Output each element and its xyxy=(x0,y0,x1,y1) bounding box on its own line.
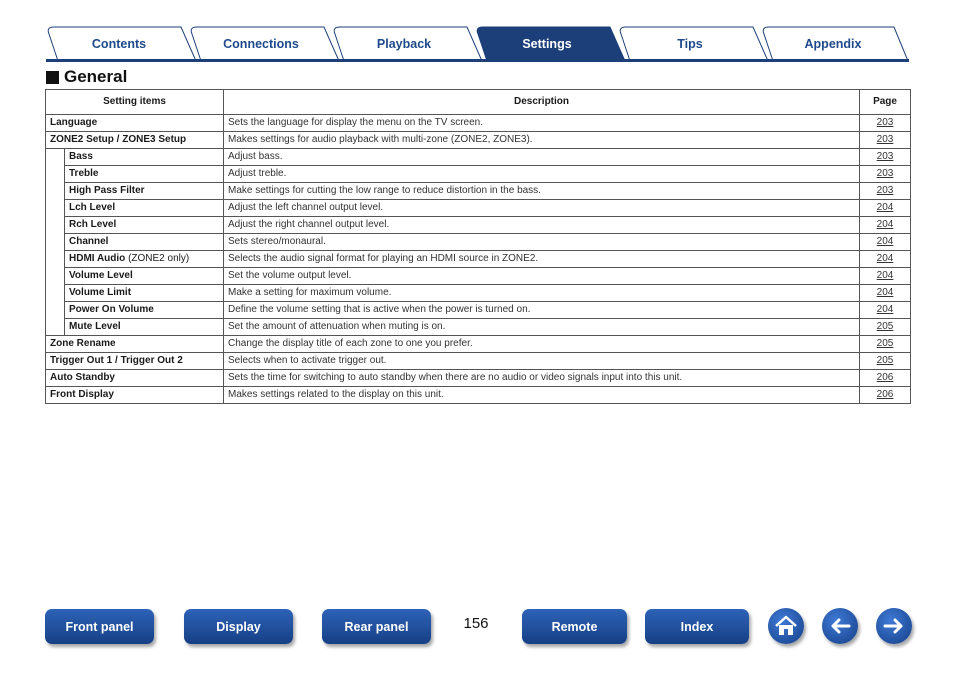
table-row xyxy=(46,285,911,302)
section-title: General xyxy=(64,67,128,86)
forward-button[interactable] xyxy=(876,608,912,644)
indent-cell xyxy=(46,302,65,319)
tab-contents[interactable]: Contents xyxy=(91,37,147,51)
table-row xyxy=(46,387,911,404)
setting-item: Auto Standby xyxy=(46,370,224,387)
setting-item: Front Display xyxy=(46,387,224,404)
back-button[interactable] xyxy=(822,608,858,644)
setting-description: Adjust the right channel output level. xyxy=(224,217,860,234)
setting-subitem: Treble xyxy=(65,166,224,183)
setting-description: Change the display title of each zone to one you prefer. xyxy=(224,336,860,353)
setting-item: Zone Rename xyxy=(46,336,224,353)
page-link[interactable]: 204 xyxy=(876,287,894,298)
front-panel-button[interactable]: Front panel xyxy=(45,609,154,644)
setting-subitem xyxy=(65,251,224,268)
table-row xyxy=(46,353,911,370)
setting-subitem: High Pass Filter xyxy=(65,183,224,200)
page-link[interactable]: 203 xyxy=(876,151,894,162)
tab-tips[interactable]: Tips xyxy=(677,37,703,51)
table-row xyxy=(46,302,911,319)
table-row xyxy=(46,268,911,285)
page-link[interactable]: 203 xyxy=(876,185,894,196)
setting-description: Sets the language for display the menu on the TV screen. xyxy=(224,115,860,132)
setting-subitem: Rch Level xyxy=(65,217,224,234)
table-row xyxy=(46,319,911,336)
table-row xyxy=(46,336,911,353)
page-link[interactable]: 203 xyxy=(876,117,894,128)
setting-description: Set the volume output level. xyxy=(224,268,860,285)
table-row xyxy=(46,166,911,183)
tab-appendix[interactable]: Appendix xyxy=(804,37,862,51)
tab-connections[interactable]: Connections xyxy=(223,37,299,51)
tab-settings[interactable]: Settings xyxy=(522,37,572,51)
setting-description: Define the volume setting that is active when the power is turned on. xyxy=(224,302,860,319)
page-link[interactable]: 204 xyxy=(876,253,894,264)
setting-description: Selects when to activate trigger out. xyxy=(224,353,860,370)
table-header-row xyxy=(46,90,911,115)
home-icon xyxy=(772,612,800,640)
page-link[interactable]: 205 xyxy=(876,355,894,366)
table-row xyxy=(46,251,911,268)
page-number: 156 xyxy=(463,615,489,632)
setting-description: Makes settings for audio playback with multi-zone (ZONE2, ZONE3). xyxy=(224,132,860,149)
setting-description: Adjust bass. xyxy=(224,149,860,166)
page-link[interactable]: 205 xyxy=(876,338,894,349)
setting-subitem-note: (ZONE2 only) xyxy=(128,253,190,264)
settings-table xyxy=(45,89,911,404)
home-button[interactable] xyxy=(768,608,804,644)
setting-subitem: Mute Level xyxy=(65,319,224,336)
table-row xyxy=(46,200,911,217)
setting-description: Make settings for cutting the low range to reduce distortion in the bass. xyxy=(224,183,860,200)
back-arrow-icon xyxy=(826,612,854,640)
tab-playback[interactable]: Playback xyxy=(376,37,432,51)
indent-cell xyxy=(46,251,65,268)
setting-item: ZONE2 Setup / ZONE3 Setup xyxy=(46,132,224,149)
table-row xyxy=(46,370,911,387)
table-row xyxy=(46,149,911,166)
setting-description: Makes settings related to the display on this unit. xyxy=(224,387,860,404)
page-link[interactable]: 204 xyxy=(876,304,894,315)
page-link[interactable]: 204 xyxy=(876,270,894,281)
setting-subitem-label: HDMI Audio xyxy=(69,253,126,264)
setting-subitem: Bass xyxy=(65,149,224,166)
setting-subitem: Volume Level xyxy=(65,268,224,285)
page-link[interactable]: 206 xyxy=(876,372,894,383)
setting-description: Adjust the left channel output level. xyxy=(224,200,860,217)
square-bullet-icon xyxy=(46,71,59,84)
page-link[interactable]: 206 xyxy=(876,389,894,400)
setting-description: Sets the time for switching to auto standby when there are no audio or video signals input into this unit. xyxy=(224,370,860,387)
index-button[interactable]: Index xyxy=(645,609,749,644)
setting-subitem: Power On Volume xyxy=(65,302,224,319)
header-page: Page xyxy=(860,90,911,115)
setting-subitem: Volume Limit xyxy=(65,285,224,302)
indent-cell xyxy=(46,149,65,166)
remote-button[interactable]: Remote xyxy=(522,609,627,644)
indent-cell xyxy=(46,183,65,200)
table-row xyxy=(46,132,911,149)
setting-description: Make a setting for maximum volume. xyxy=(224,285,860,302)
table-row xyxy=(46,115,911,132)
setting-description: Set the amount of attenuation when muting is on. xyxy=(224,319,860,336)
setting-description: Selects the audio signal format for playing an HDMI source in ZONE2. xyxy=(224,251,860,268)
table-row xyxy=(46,183,911,200)
page-link[interactable]: 203 xyxy=(876,168,894,179)
setting-description: Adjust treble. xyxy=(224,166,860,183)
indent-cell xyxy=(46,268,65,285)
table-row xyxy=(46,234,911,251)
page-link[interactable]: 203 xyxy=(876,134,894,145)
indent-cell xyxy=(46,217,65,234)
page-link[interactable]: 205 xyxy=(876,321,894,332)
indent-cell xyxy=(46,166,65,183)
setting-subitem: Lch Level xyxy=(65,200,224,217)
page-link[interactable]: 204 xyxy=(876,219,894,230)
setting-item: Language xyxy=(46,115,224,132)
tab-bar xyxy=(46,26,909,62)
header-setting-items: Setting items xyxy=(46,90,224,115)
table-row xyxy=(46,217,911,234)
indent-cell xyxy=(46,319,65,336)
tab-underline xyxy=(46,59,909,62)
indent-cell xyxy=(46,234,65,251)
forward-arrow-icon xyxy=(880,612,908,640)
display-button[interactable]: Display xyxy=(184,609,293,644)
indent-cell xyxy=(46,285,65,302)
indent-cell xyxy=(46,200,65,217)
setting-description: Sets stereo/monaural. xyxy=(224,234,860,251)
header-description: Description xyxy=(224,90,860,115)
section-heading xyxy=(46,67,127,87)
setting-item: Trigger Out 1 / Trigger Out 2 xyxy=(46,353,224,370)
rear-panel-button[interactable]: Rear panel xyxy=(322,609,431,644)
setting-subitem: Channel xyxy=(65,234,224,251)
page-link[interactable]: 204 xyxy=(876,202,894,213)
page-link[interactable]: 204 xyxy=(876,236,894,247)
